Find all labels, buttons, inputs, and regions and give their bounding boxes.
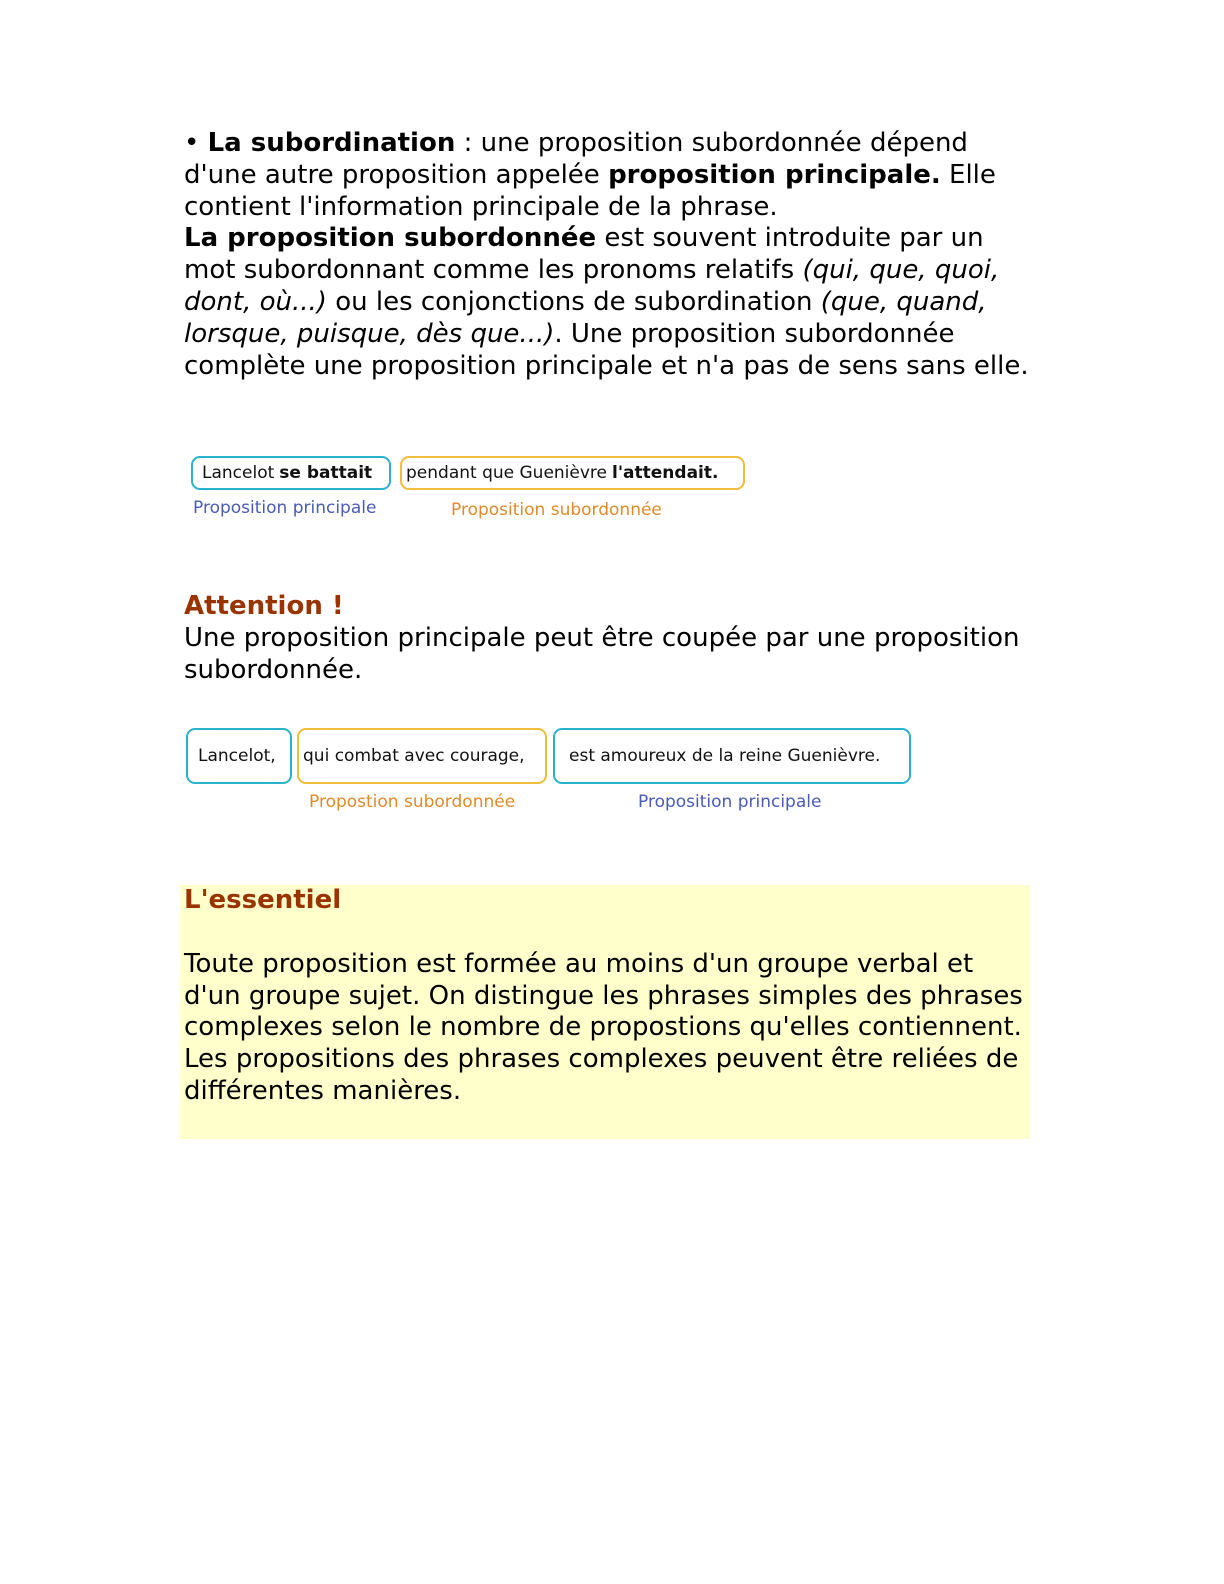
example-diagram-2 bbox=[184, 728, 1034, 838]
box-text: est amoureux de la reine Guenièvre. bbox=[569, 746, 881, 766]
principale-box-part1 bbox=[186, 728, 292, 784]
essentiel-box bbox=[180, 885, 1030, 1139]
subordonnee-box bbox=[400, 456, 745, 490]
label-principale: Proposition principale bbox=[638, 792, 822, 812]
subordination-paragraph bbox=[184, 128, 1034, 382]
box-text-bold: l'attendait. bbox=[612, 463, 719, 483]
subordonnee-box bbox=[297, 728, 547, 784]
term-proposition-subordonnee: La proposition subordonnée bbox=[184, 223, 597, 254]
essentiel-text-2: Les propositions des phrases complexes peuvent être reliées de différentes manières. bbox=[184, 1044, 1019, 1106]
label-subordonnee: Propostion subordonnée bbox=[309, 792, 516, 812]
document-page bbox=[184, 128, 1034, 1106]
box-text-bold: se battait bbox=[279, 463, 373, 483]
essentiel-heading: L'essentiel bbox=[184, 885, 342, 915]
essentiel-text-1: Toute proposition est formée au moins d'un groupe verbal et d'un groupe sujet. On distingue les phrases simples des phrases complexes selon le nombre de propostions qu'elles contiennent. bbox=[184, 948, 1023, 1043]
text-segment: ou les conjonctions de subordination bbox=[326, 286, 821, 317]
label-principale: Proposition principale bbox=[193, 498, 377, 518]
text-segment: : une proposition subordonnée dépend d'une autre proposition appelée bbox=[184, 128, 968, 190]
box-text: Lancelot, bbox=[198, 746, 276, 766]
attention-heading: Attention ! bbox=[184, 591, 344, 621]
box-text: qui combat avec courage, bbox=[303, 746, 525, 766]
examples-relative-pronouns: (qui, que, quoi, dont, où...) bbox=[184, 255, 1000, 317]
term-proposition-principale: proposition principale. bbox=[608, 159, 941, 190]
box-text: pendant que Guenièvre bbox=[406, 463, 608, 483]
attention-text: Une proposition principale peut être coupée par une proposition subordonnée. bbox=[184, 623, 1020, 685]
text-segment: . Une proposition subordonnée complète une proposition principale et n'a pas de sens sans elle. bbox=[184, 318, 1029, 381]
principale-box-part2 bbox=[553, 728, 911, 784]
box-text: Lancelot bbox=[202, 463, 275, 483]
label-subordonnee: Proposition subordonnée bbox=[451, 500, 662, 520]
text-segment: Elle contient l'information principale de la phrase. bbox=[184, 159, 996, 222]
examples-conjunctions: (que, quand, lorsque, puisque, dès que...) bbox=[184, 286, 987, 349]
term-subordination: La subordination bbox=[207, 128, 456, 158]
example-diagram-1 bbox=[184, 456, 1034, 566]
text-segment: est souvent introduite par un mot subordonnant comme les pronoms relatifs bbox=[184, 223, 984, 286]
principale-box bbox=[191, 456, 391, 490]
bullet: • bbox=[184, 128, 200, 158]
